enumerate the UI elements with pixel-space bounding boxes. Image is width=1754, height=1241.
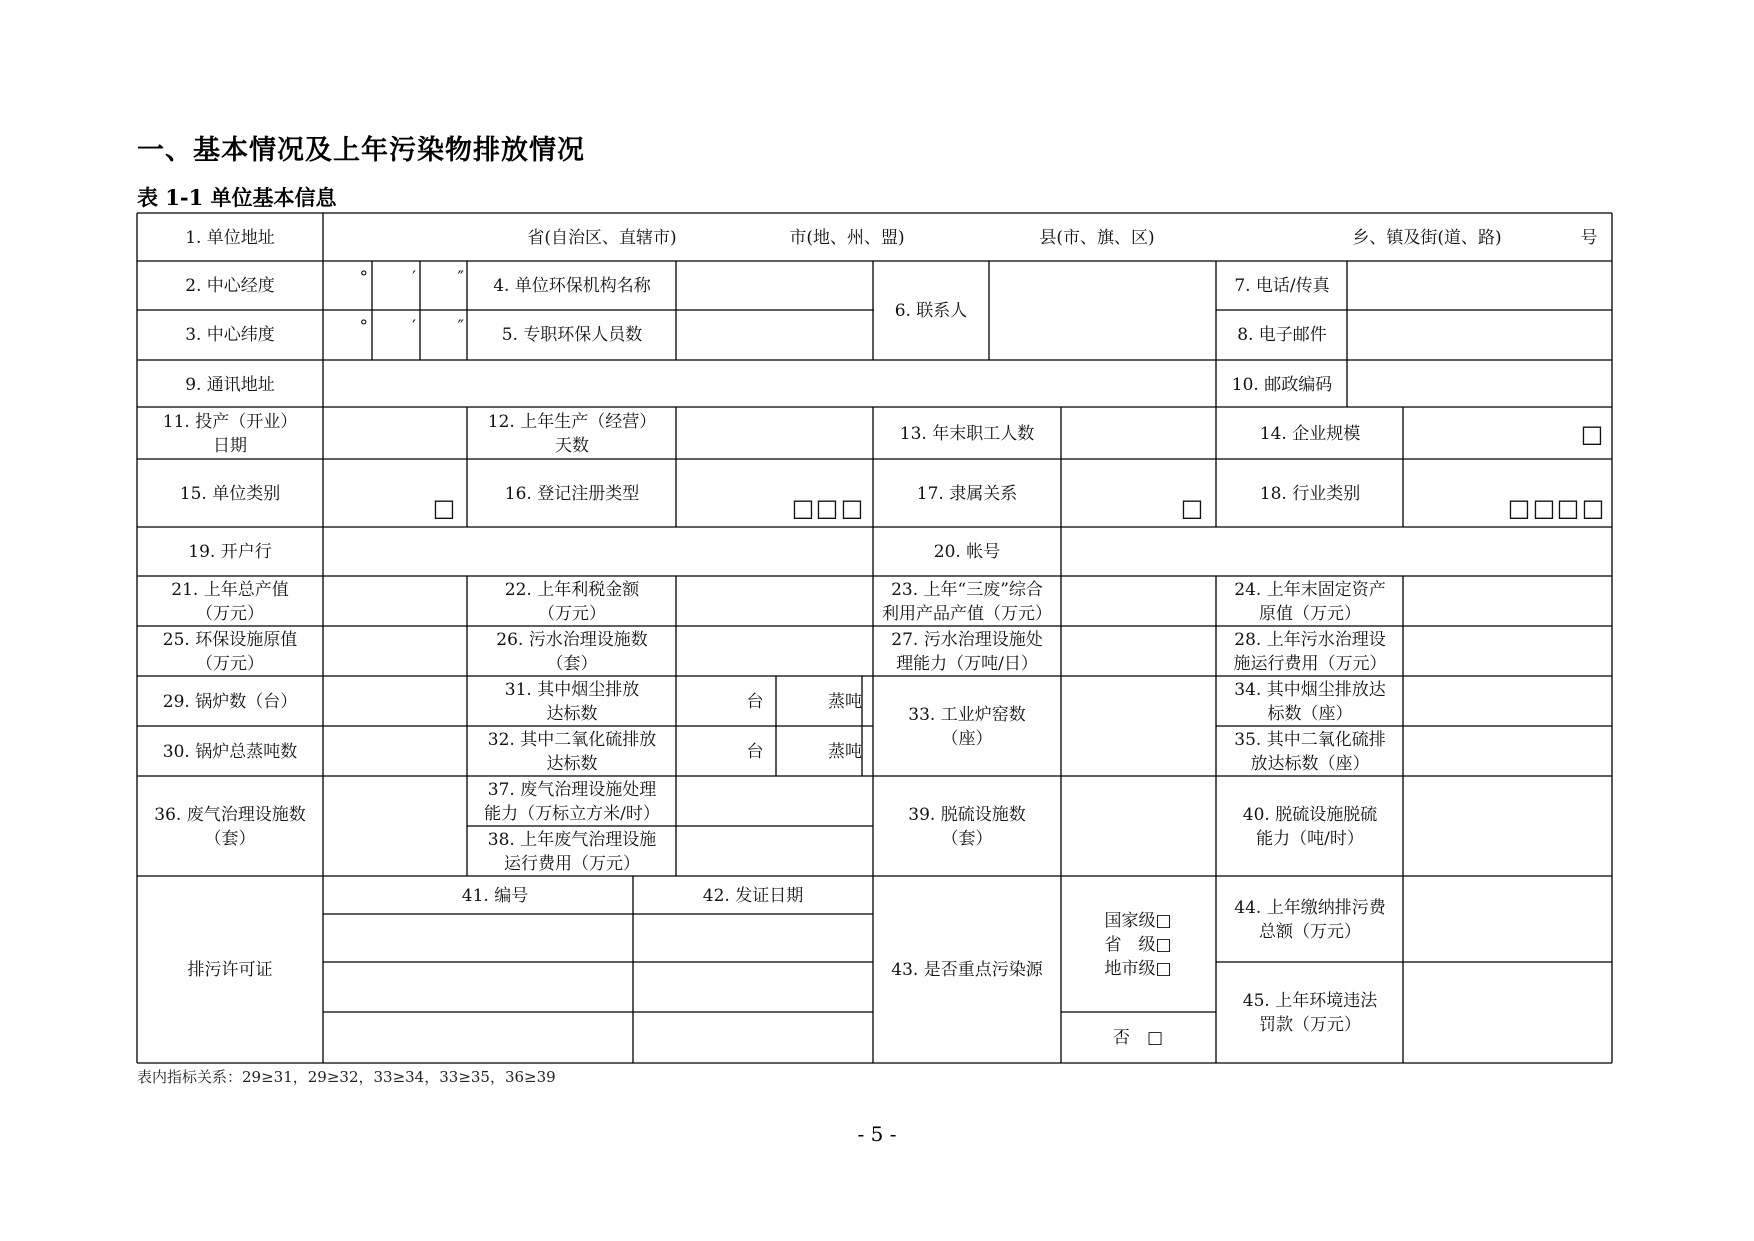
field-16-label: 16. 登记注册类型 <box>504 484 640 504</box>
degree-mark-1: ° <box>359 317 368 337</box>
option-no: 否 □ <box>1112 1028 1164 1048</box>
field-37-label-line2: 能力（万标立方米/时） <box>484 804 660 824</box>
field-21-label-line1: 21. 上年总产值 <box>171 580 289 600</box>
field-6-label: 6. 联系人 <box>894 301 968 321</box>
address-number-label: 号 <box>1580 228 1598 248</box>
field-3-label: 3. 中心纬度 <box>185 325 275 345</box>
level-municipal: 地市级□ <box>1104 959 1172 979</box>
level-national: 国家级□ <box>1104 911 1172 931</box>
field-41-label: 41. 编号 <box>461 886 529 906</box>
scale-checkbox[interactable]: □ <box>1580 420 1604 448</box>
field-22-label-line1: 22. 上年利税金额 <box>504 580 640 600</box>
field-40-label-line2: 能力（吨/时） <box>1256 829 1364 849</box>
field-33-label-line2: （座） <box>941 729 993 749</box>
level-provincial: 省 级□ <box>1104 935 1172 955</box>
field-32-label-line1: 32. 其中二氧化硫排放 <box>487 730 657 750</box>
field-14-label: 14. 企业规模 <box>1259 424 1361 444</box>
field-1-label: 1. 单位地址 <box>185 228 275 248</box>
field-23-label-line2: 利用产品产值（万元） <box>882 604 1052 624</box>
address-county-label: 县(市、旗、区) <box>1039 228 1155 248</box>
field-25-label-line1: 25. 环保设施原值 <box>162 630 298 650</box>
field-2-label: 2. 中心经度 <box>185 276 275 296</box>
field-15-label: 15. 单位类别 <box>179 484 281 504</box>
field-36-label-line2: （套） <box>204 829 256 849</box>
page-number: - 5 - <box>857 1122 897 1146</box>
registration-checkbox-2[interactable]: □ <box>815 494 839 522</box>
field-11-label-line2: 日期 <box>213 436 247 456</box>
field-24-label-line2: 原值（万元） <box>1259 604 1361 624</box>
industry-checkbox-1[interactable]: □ <box>1507 494 1531 522</box>
industry-checkbox-3[interactable]: □ <box>1556 494 1580 522</box>
field-35-label-line2: 放达标数（座） <box>1250 754 1370 774</box>
table-title: 表 1-1 单位基本信息 <box>137 185 337 210</box>
field-18-label: 18. 行业类别 <box>1259 484 1361 504</box>
permit-label: 排污许可证 <box>187 960 273 980</box>
second-mark-1: ″ <box>457 317 464 337</box>
field-19-label: 19. 开户行 <box>188 542 272 562</box>
field-45-label-line2: 罚款（万元） <box>1259 1015 1361 1035</box>
field-39-label-line2: （套） <box>941 829 993 849</box>
field-12-label-line1: 12. 上年生产（经营） <box>487 412 657 432</box>
unit-tai-1: 台 <box>746 692 764 712</box>
field-34-label-line1: 34. 其中烟尘排放达 <box>1234 680 1386 700</box>
address-town-label: 乡、镇及街(道、路) <box>1352 228 1502 248</box>
field-26-label-line2: （套） <box>546 654 598 674</box>
table-footnote: 表内指标关系：29≥31，29≥32，33≥34，33≥35，36≥39 <box>137 1068 556 1086</box>
field-23-label-line1: 23. 上年“三废”综合 <box>891 580 1043 600</box>
field-45-label-line1: 45. 上年环境违法 <box>1242 991 1378 1011</box>
field-12-label-line2: 天数 <box>555 436 589 456</box>
field-44-label-line1: 44. 上年缴纳排污费 <box>1234 898 1386 918</box>
field-28-label-line2: 施运行费用（万元） <box>1233 654 1387 674</box>
field-38-label-line2: 运行费用（万元） <box>504 854 640 874</box>
field-42-label: 42. 发证日期 <box>702 886 804 906</box>
field-22-label-line2: （万元） <box>538 604 606 624</box>
field-38-label-line1: 38. 上年废气治理设施 <box>487 830 657 850</box>
field-27-label-line2: 理能力（万吨/日） <box>896 654 1038 674</box>
field-30-label: 30. 锅炉总蒸吨数 <box>162 742 298 762</box>
unit-zhengdun-2: 蒸吨 <box>828 742 862 762</box>
degree-mark-0: ° <box>359 268 368 288</box>
field-26-label-line1: 26. 污水治理设施数 <box>496 630 648 650</box>
industry-checkbox-4[interactable]: □ <box>1581 494 1605 522</box>
field-21-label-line2: （万元） <box>196 604 264 624</box>
second-mark-0: ″ <box>457 268 464 288</box>
field-35-label-line1: 35. 其中二氧化硫排 <box>1234 730 1386 750</box>
field-37-label-line1: 37. 废气治理设施处理 <box>487 780 657 800</box>
field-20-label: 20. 帐号 <box>933 542 1001 562</box>
field-31-label-line2: 达标数 <box>546 704 598 724</box>
registration-checkbox-1[interactable]: □ <box>791 494 815 522</box>
field-25-label-line2: （万元） <box>196 654 264 674</box>
field-7-label: 7. 电话/传真 <box>1234 276 1330 296</box>
field-17-label: 17. 隶属关系 <box>916 484 1018 504</box>
industry-checkbox-2[interactable]: □ <box>1532 494 1556 522</box>
affiliation-checkbox[interactable]: □ <box>1180 494 1204 522</box>
minute-mark-1: ′ <box>412 317 416 337</box>
minute-mark-0: ′ <box>412 268 416 288</box>
field-32-label-line2: 达标数 <box>546 754 598 774</box>
address-city-label: 市(地、州、盟) <box>789 228 905 248</box>
field-4-label: 4. 单位环保机构名称 <box>493 276 651 296</box>
unit-zhengdun-1: 蒸吨 <box>828 692 862 712</box>
field-28-label-line1: 28. 上年污水治理设 <box>1234 630 1386 650</box>
field-10-label: 10. 邮政编码 <box>1231 375 1333 395</box>
field-43-label: 43. 是否重点污染源 <box>891 960 1043 980</box>
field-44-label-line2: 总额（万元） <box>1259 922 1361 942</box>
field-11-label-line1: 11. 投产（开业） <box>162 412 298 432</box>
address-province-label: 省(自治区、直辖市) <box>527 228 677 248</box>
field-36-label-line1: 36. 废气治理设施数 <box>154 805 306 825</box>
field-27-label-line1: 27. 污水治理设施处 <box>891 630 1043 650</box>
field-31-label-line1: 31. 其中烟尘排放 <box>504 680 640 700</box>
field-9-label: 9. 通讯地址 <box>185 375 275 395</box>
unit-tai-2: 台 <box>746 742 764 762</box>
field-24-label-line1: 24. 上年末固定资产 <box>1234 580 1386 600</box>
field-13-label: 13. 年末职工人数 <box>899 424 1035 444</box>
page-title: 一、基本情况及上年污染物排放情况 <box>137 135 585 166</box>
field-29-label: 29. 锅炉数（台） <box>162 692 298 712</box>
field-40-label-line1: 40. 脱硫设施脱硫 <box>1242 805 1378 825</box>
field-39-label-line1: 39. 脱硫设施数 <box>908 805 1026 825</box>
registration-checkbox-3[interactable]: □ <box>840 494 864 522</box>
unit-category-checkbox[interactable]: □ <box>432 494 456 522</box>
field-8-label: 8. 电子邮件 <box>1237 325 1327 345</box>
field-5-label: 5. 专职环保人员数 <box>501 325 643 345</box>
field-33-label-line1: 33. 工业炉窑数 <box>908 705 1026 725</box>
field-34-label-line2: 标数（座） <box>1267 704 1353 724</box>
